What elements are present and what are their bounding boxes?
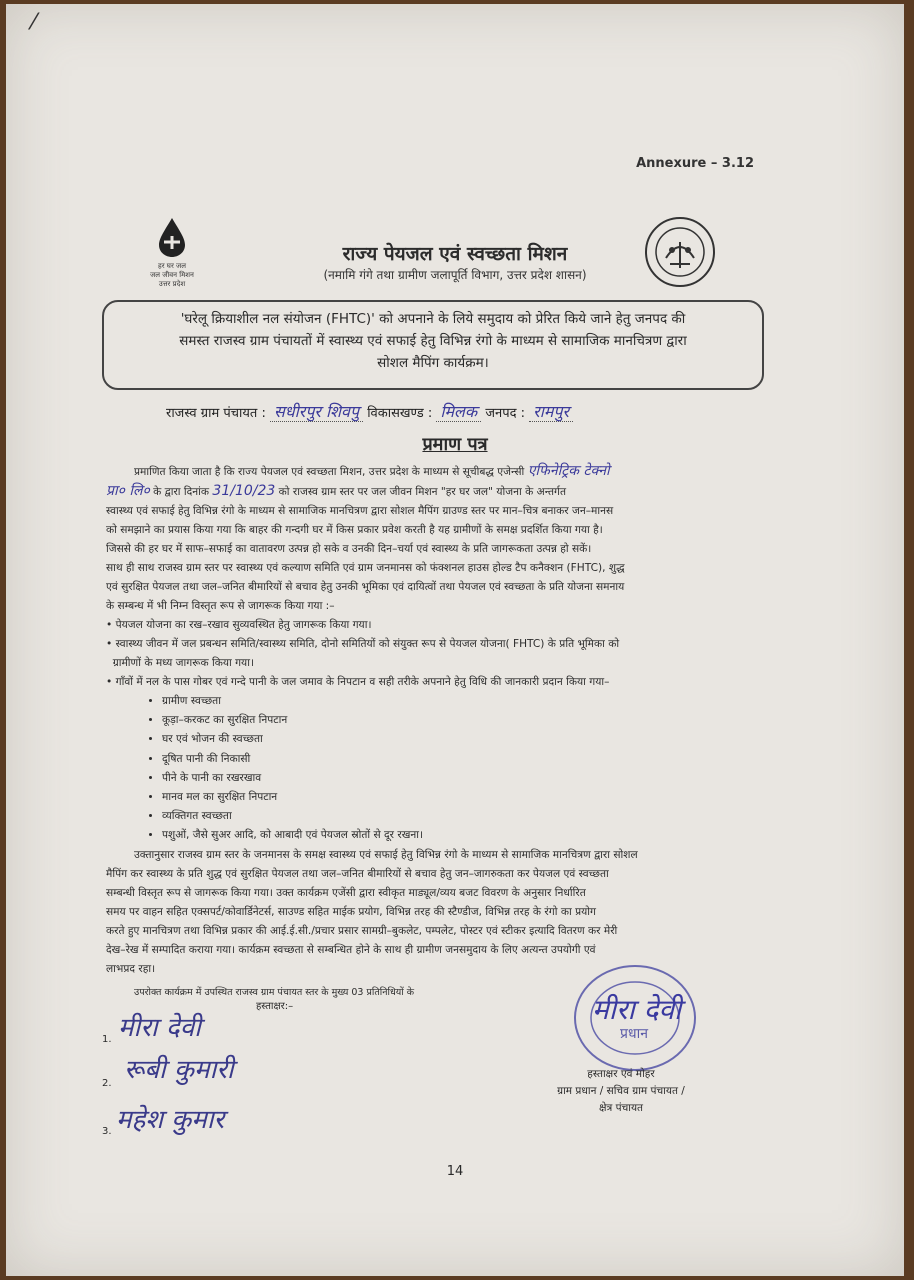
- para1-text-a: प्रमाणित किया जाता है कि राज्य पेयजल एवं स्वच्छता मिशन, उत्तर प्रदेश के माध्यम से सूचीबद्ध एजेन्सी: [134, 466, 525, 478]
- box-line-1: 'घरेलू क्रियाशील नल संयोजन (FHTC)' को अपनाने के लिये समुदाय को प्रेरित किये जाने हेतु जनपद की: [180, 311, 686, 327]
- signature-label: हस्ताक्षर:–: [256, 1001, 294, 1012]
- para1-line2: [106, 482, 796, 502]
- para1-rest-1: स्वास्थ्य एवं सफाई हेतु विभिन्न रंगो के माध्यम से सामाजिक मानचित्रण द्वारा सोशल मैपिंग ग्राउण्ड स्तर पर मान–चित्र बनाकर जन–मानस: [106, 505, 614, 517]
- block-value: मिलक: [436, 402, 481, 422]
- box-line-2: समस्त राजस्व ग्राम पंचायतों में स्वास्थ्य एवं सफाई हेतु विभिन्न रंगो के माध्यम से सामाजिक मानचित्रण द्वारा: [179, 333, 687, 349]
- list-item: • घर एवं भोजन की स्वच्छता: [162, 730, 796, 749]
- signature-2: रूबी कुमारी: [124, 1055, 234, 1085]
- logo-caption-1: हर घर जल: [158, 262, 186, 270]
- sign-caption-2: ग्राम प्रधान / सचिव ग्राम पंचायत /: [557, 1085, 685, 1097]
- para1-rest-6: के सम्बन्ध में भी निम्न विस्तृत रूप से जागरूक किया गया :–: [106, 600, 335, 612]
- sign-caption-1: हस्ताक्षर एवं मोहर: [587, 1068, 655, 1080]
- signature-1: मीरा देवी: [118, 1013, 201, 1043]
- page-title: राज्य पेयजल एवं स्वच्छता मिशन: [342, 243, 568, 265]
- list-item: • पशुओं, जैसे सुअर आदि, को आबादी एवं पेयजल स्रोतों से दूर रखना।: [162, 826, 796, 845]
- signature-3: महेश कुमार: [116, 1105, 225, 1135]
- date-handwritten: 31/10/23: [212, 483, 276, 499]
- certificate-title: प्रमाण पत्र: [422, 434, 488, 455]
- para1-text-c: के द्वारा दिनांक: [153, 486, 210, 498]
- para1-line1: [106, 462, 796, 482]
- bullet-2: • स्वास्थ्य जीवन में जल प्रबन्धन समिति/स्वास्थ्य समिति, दोनो समितियों को संयुक्त रूप से पेयजल योजना( FHTC) के प्रति भूमिका को: [106, 638, 620, 650]
- logo-caption-3: उत्तर प्रदेश: [158, 280, 186, 288]
- para2-line6: देख–रेख में सम्पादित कराया गया। कार्यक्रम स्वच्छता से सम्बन्धित होने के साथ ही ग्रामीण जनसमुदाय के लिए अत्यन्त उपयोगी एवं: [106, 943, 596, 956]
- bullet-3: • गाँवों में नल के पास गोबर एवं गन्दे पानी के जल जमाव के निपटान व सही तरीके अपनाने हेतु विधि की जानकारी प्रदान किया गया–: [106, 676, 610, 688]
- list-item: • ग्रामीण स्वच्छता: [162, 692, 796, 711]
- stamp-caption: प्रधान: [620, 1026, 648, 1042]
- para2-line1: उक्तानुसार राजस्व ग्राम स्तर के जनमानस के समक्ष स्वास्थ्य एवं सफाई हेतु विभिन्न रंगो के माध्यम से सामाजिक मानचित्रण द्वारा सोशल: [134, 848, 638, 861]
- para1-rest-4: साथ ही साथ राजस्व ग्राम स्तर पर स्वास्थ्य एवं कल्याण समिति एवं ग्राम जनमानस को फंक्शनल हाउस होल्ड टैप कनैक्शन (FHTC), शुद्ध: [106, 562, 625, 574]
- list-item: • पीने के पानी का रखरखाव: [162, 769, 796, 788]
- agency-name-handwritten: एफिनेट्रिक टेक्नो: [527, 463, 610, 479]
- bullet-2-text: स्वास्थ्य जीवन में जल प्रबन्धन समिति/स्वास्थ्य समिति, दोनो समितियों को संयुक्त रूप से पेयजल योजना( FHTC) के प्रति भूमिका को: [115, 638, 620, 650]
- signature-1-num: 1.: [102, 1034, 112, 1045]
- sub-bullet-list: [106, 692, 796, 846]
- para2-line2: मैपिंग कर स्वास्थ्य के प्रति शुद्ध एवं सुरक्षित पेयजल तथा जल–जनित बीमारियों से बचाव हेतु जन–जागरुकता कर पेयजल एवं स्वच्छता: [106, 867, 609, 880]
- signature-3-num: 3.: [102, 1126, 112, 1137]
- para2-line7: लाभप्रद रहा।: [106, 962, 156, 975]
- bullet-2-cont: [106, 654, 796, 673]
- agency-suffix-handwritten: प्रा० लि०: [106, 483, 150, 499]
- location-fields: [166, 400, 573, 422]
- para1-rest-5: एवं सुरक्षित पेयजल तथा जल–जनित बीमारियों से बचाव हेतु उनकी भूमिका एवं दायित्वों तथा पेयजल एवं स्वच्छता के प्रति योजना समनाय: [106, 581, 625, 593]
- stamp-signature: मीरा देवी: [592, 993, 682, 1026]
- bullet-2-cont-text: ग्रामीणों के मध्य जागरूक किया गया।: [112, 657, 254, 669]
- para2-line3: सम्बन्धी विस्तृत रूप से जागरूक किया गया। उक्त कार्यक्रम एजेंसी द्वारा स्वीकृत माड्यूल/व्यय बजट विवरण के अनुसार निर्धारित: [106, 886, 586, 899]
- district-label: जनपद :: [485, 406, 526, 421]
- para1-rest-3: जिससे की हर घर में साफ–सफाई का वातावरण उत्पन्न हो सके व उनकी दिन–चर्या एवं स्वास्थ्य के प्रति जागरूकता उत्पन्न हो सकें।: [106, 543, 592, 555]
- logo-caption-2: जल जीवन मिशन: [150, 271, 194, 279]
- bullet-1-text: पेयजल योजना का रख–रखाव सुव्यवस्थित हेतु जागरूक किया गया।: [115, 619, 372, 631]
- list-item: • दूषित पानी की निकासी: [162, 750, 796, 769]
- para3: उपरोक्त कार्यक्रम में उपस्थित राजस्व ग्राम पंचायत स्तर के मुख्य 03 प्रतिनिधियों के: [134, 986, 415, 998]
- program-title-box: [102, 300, 764, 390]
- document-page: [6, 4, 904, 1276]
- para1-text-d: को राजस्व ग्राम स्तर पर जल जीवन मिशन "हर घर जल" योजना के अन्तर्गत: [278, 486, 566, 498]
- box-line-3: सोशल मैपिंग कार्यक्रम।: [377, 355, 489, 371]
- gram-panchayat-label: राजस्व ग्राम पंचायत :: [166, 406, 266, 421]
- certificate-body: [106, 462, 796, 1002]
- annexure-label: Annexure – 3.12: [636, 156, 754, 171]
- para1-rest-2: को समझाने का प्रयास किया गया कि बाहर की गन्दगी घर में किस प्रकार प्रवेश करती है यह ग्रामीणों के समक्ष प्रदर्शित किया गया है।: [106, 524, 603, 536]
- list-item: • मानव मल का सुरक्षित निपटान: [162, 788, 796, 807]
- list-item: • व्यक्तिगत स्वच्छता: [162, 807, 796, 826]
- district-value: रामपुर: [529, 402, 573, 422]
- bullet-3-text: गाँवों में नल के पास गोबर एवं गन्दे पानी के जल जमाव के निपटान व सही तरीके अपनाने हेतु विधि की जानकारी प्रदान किया गया–: [115, 676, 610, 688]
- list-item: • कूड़ा–करकट का सुरक्षित निपटान: [162, 711, 796, 730]
- signature-2-num: 2.: [102, 1078, 112, 1089]
- para2-line4: समय पर वाहन सहित एक्सपर्ट/कोवार्डिनेटर्स, साउण्ड सहित माईक प्रयोग, विभिन्न तरह की स्टैण्डीज, विभिन्न तरह के रंगो का प्रयोग: [106, 905, 596, 918]
- page-subtitle: (नमामि गंगे तथा ग्रामीण जलापूर्ति विभाग, उत्तर प्रदेश शासन): [323, 268, 587, 282]
- para2-line5: करते हुए मानचित्रण तथा विभिन्न प्रकार की आई.ई.सी./प्रचार प्रसार सामग्री–बुकलेट, पम्पलेट, पोस्टर एवं स्टीकर इत्यादि वितरण कर मेरी: [106, 924, 618, 937]
- block-label: विकासखण्ड :: [367, 406, 433, 421]
- signatory-caption: [526, 1066, 716, 1117]
- bullet-1: • पेयजल योजना का रख–रखाव सुव्यवस्थित हेतु जागरूक किया गया।: [106, 619, 372, 631]
- pen-mark: ⁄: [32, 10, 36, 35]
- sign-caption-3: क्षेत्र पंचायत: [598, 1102, 644, 1114]
- gram-panchayat-value: सधीरपुर शिवपु: [270, 402, 363, 422]
- page-number: 14: [446, 1164, 464, 1179]
